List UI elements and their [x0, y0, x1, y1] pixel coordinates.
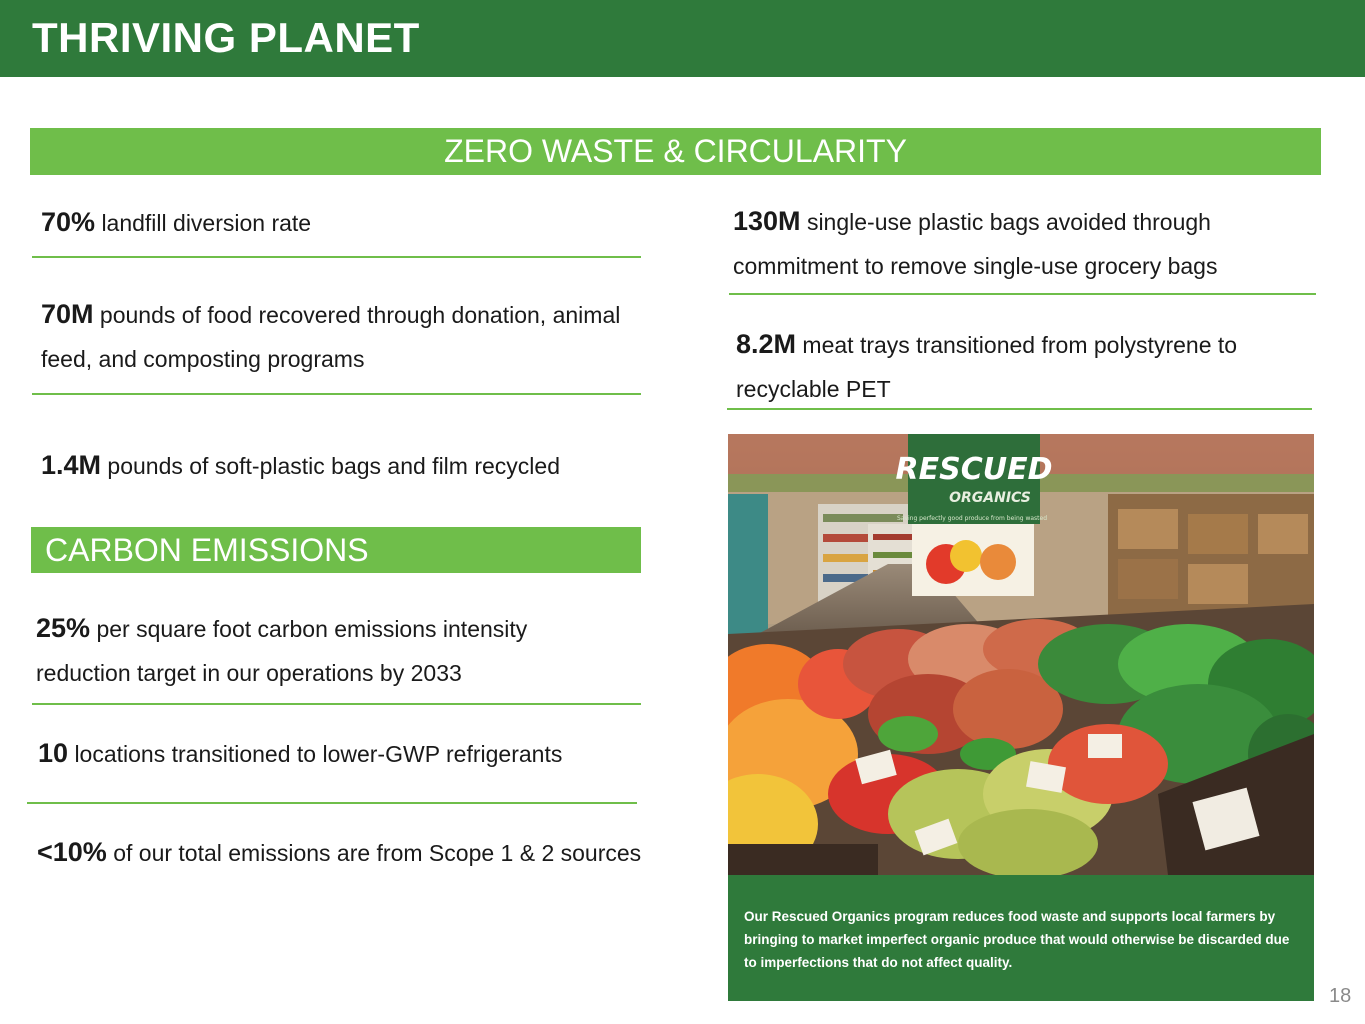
stat-refrigerants	[38, 731, 658, 776]
stat-value: 25%	[36, 613, 91, 643]
divider	[729, 293, 1316, 295]
stat-text: locations transitioned to lower-GWP refrigerants	[74, 741, 563, 767]
divider	[32, 393, 641, 395]
stat-text: of our total emissions are from Scope 1 & 2 sources	[113, 840, 642, 866]
stat-text: per square foot carbon emissions intensity reduction target in our operations by 2033	[36, 616, 528, 686]
page-number: 18	[1329, 985, 1352, 1007]
stat-soft-plastic	[41, 443, 661, 488]
produce-display-photo	[728, 434, 1314, 875]
divider	[27, 802, 637, 804]
stat-value: 10	[38, 738, 69, 768]
stat-scope-emissions	[37, 830, 717, 875]
stat-plastic-bags-avoided	[733, 199, 1293, 288]
divider	[727, 408, 1312, 410]
sign-title: RESCUED	[895, 452, 1053, 487]
section-heading-zero-waste: ZERO WASTE & CIRCULARITY	[30, 128, 1321, 175]
stat-value: <10%	[37, 837, 107, 867]
header-bar	[0, 0, 1365, 77]
sign-tagline: Saving perfectly good produce from being wasted	[896, 515, 1048, 522]
stat-food-recovered	[41, 292, 621, 381]
stat-landfill-diversion	[41, 200, 641, 245]
stat-meat-trays	[736, 322, 1306, 411]
stat-value: 70%	[41, 207, 96, 237]
photo-caption: Our Rescued Organics program reduces food waste and supports local farmers by bringing to market imperfect organic produce that would otherwise be discarded due to imperfections that do not affect quality.	[728, 875, 1314, 1001]
stat-value: 1.4M	[41, 450, 102, 480]
stat-text: meat trays transitioned from polystyrene to recyclable PET	[736, 332, 1238, 402]
stat-value: 130M	[733, 206, 801, 236]
stat-value: 8.2M	[736, 329, 797, 359]
stat-text: landfill diversion rate	[101, 210, 312, 236]
stat-text: single-use plastic bags avoided through commitment to remove single-use grocery bags	[733, 209, 1218, 279]
page-title: THRIVING PLANET	[32, 14, 420, 61]
divider	[32, 703, 641, 705]
sign-subtitle: ORGANICS	[949, 490, 1031, 506]
divider	[32, 256, 641, 258]
stat-emissions-intensity	[36, 606, 616, 695]
stat-text: pounds of soft-plastic bags and film recycled	[107, 453, 560, 479]
stat-text: pounds of food recovered through donation, animal feed, and composting programs	[41, 302, 621, 372]
stat-value: 70M	[41, 299, 94, 329]
section-heading-carbon-emissions: CARBON EMISSIONS	[31, 527, 641, 573]
